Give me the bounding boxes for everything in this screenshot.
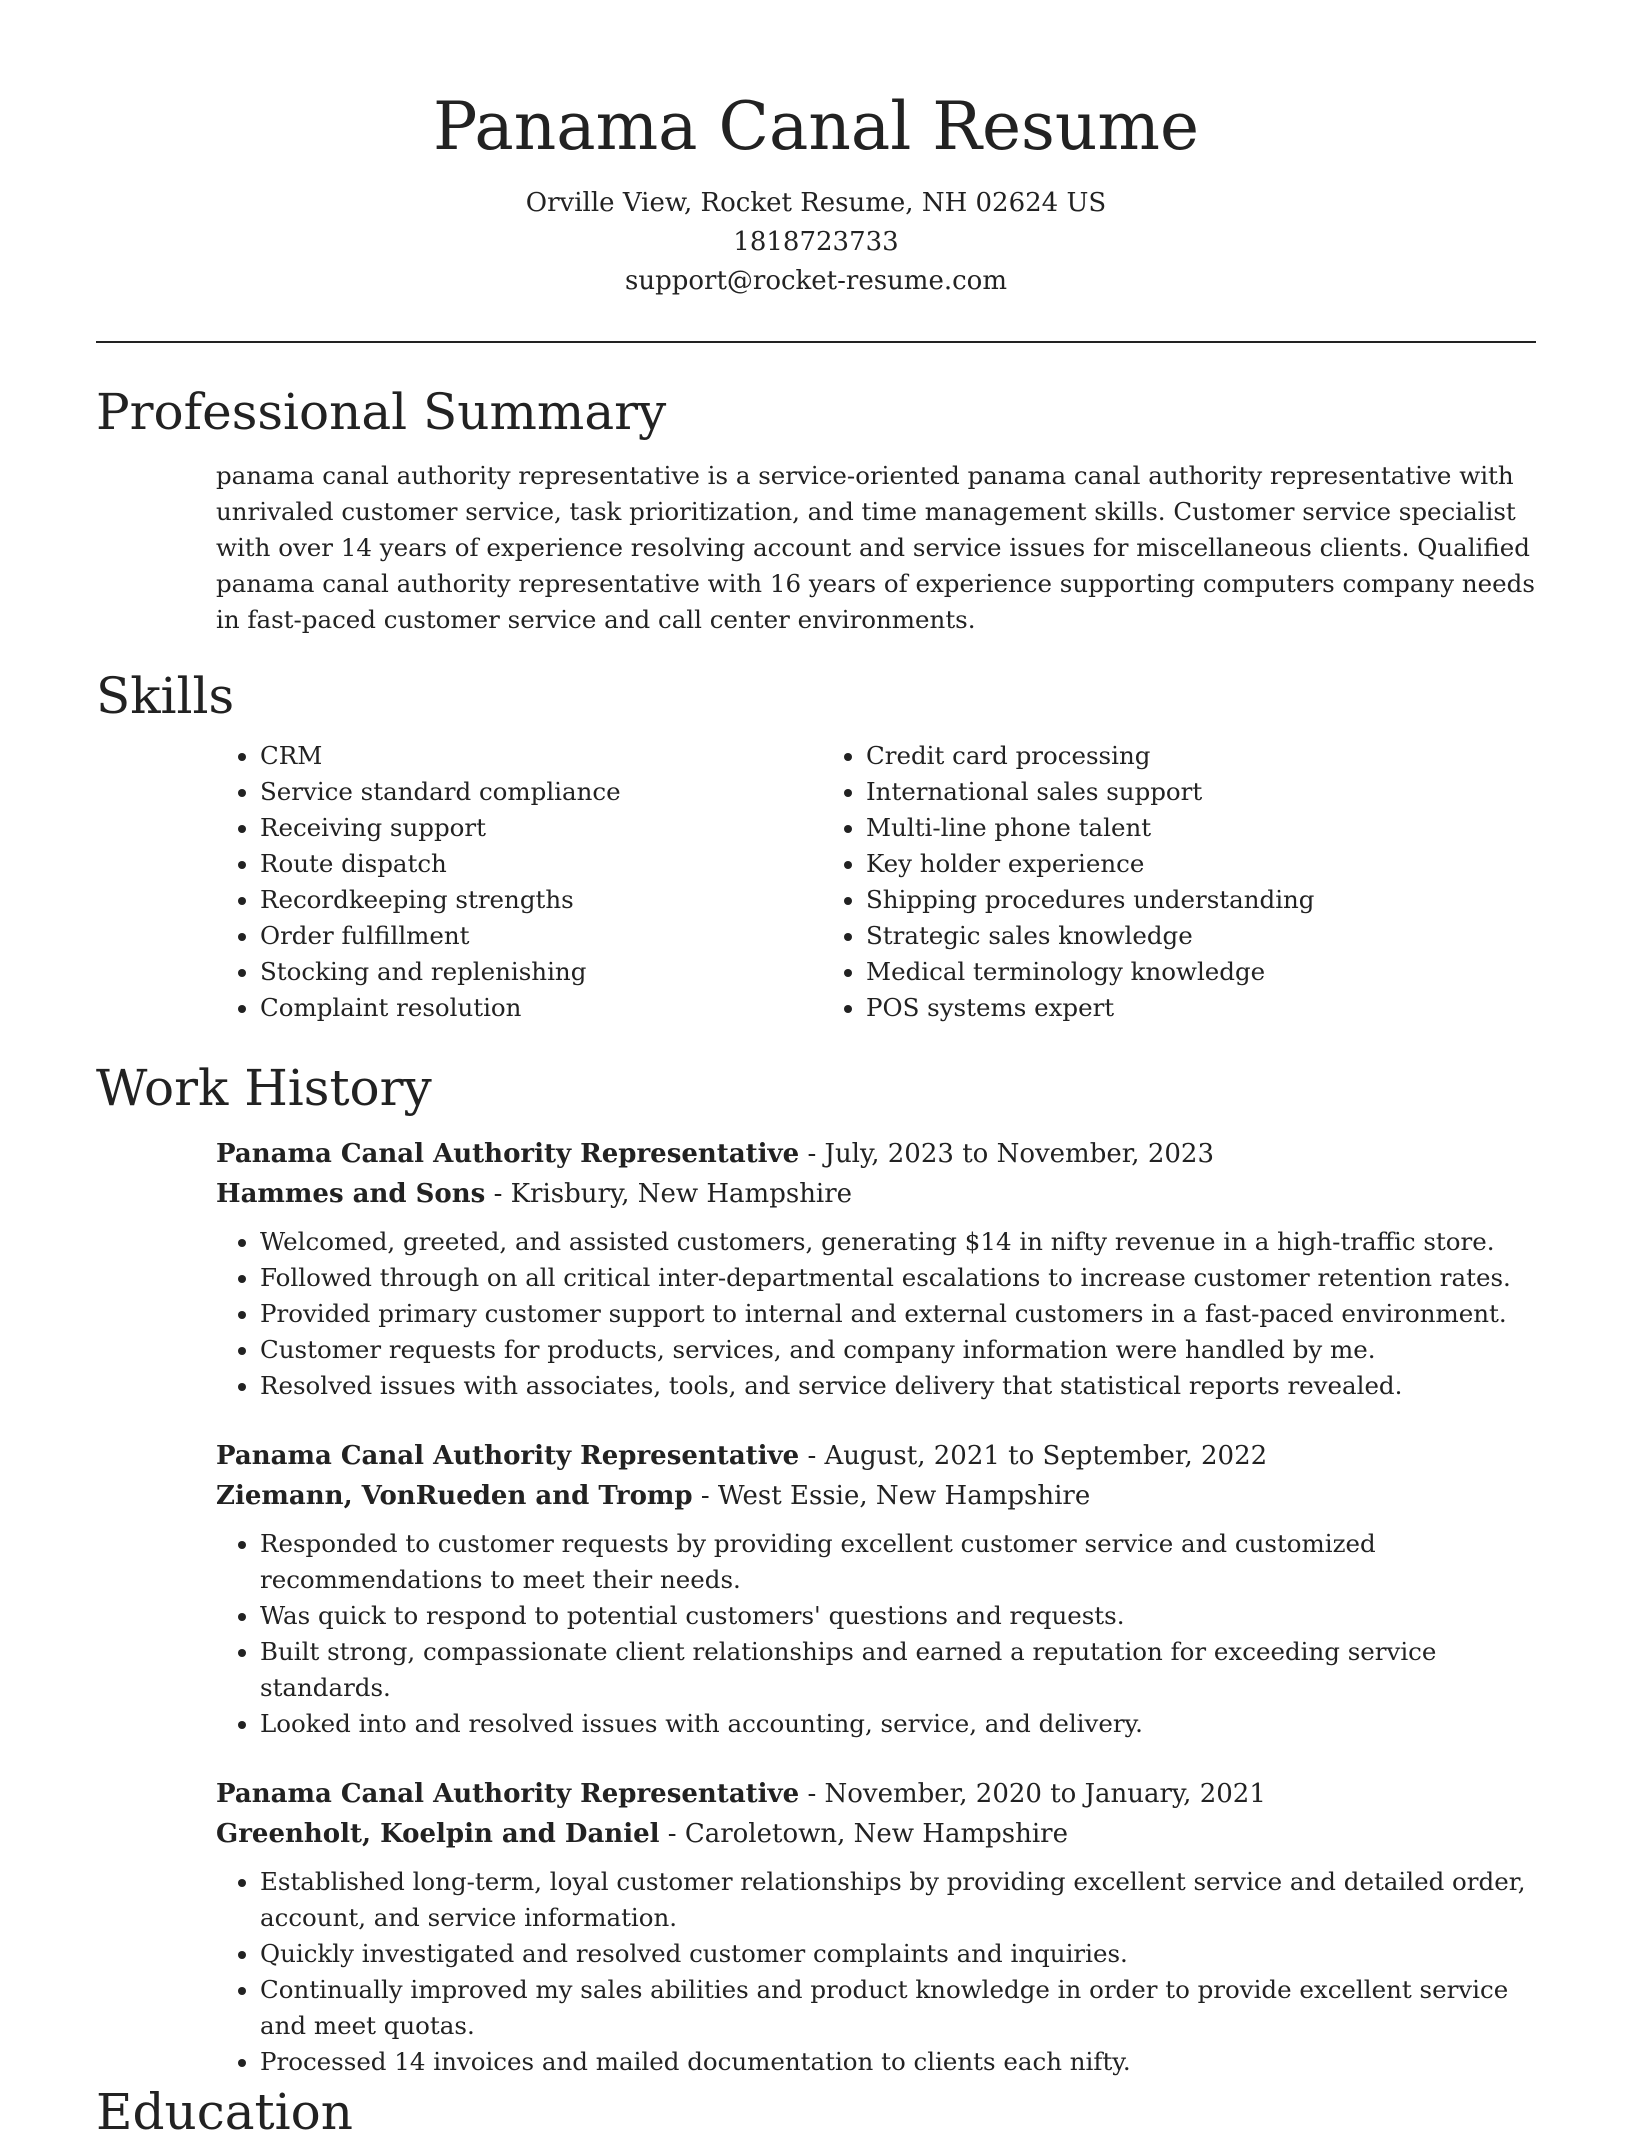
job-company: Hammes and Sons <box>216 1179 486 1209</box>
job-bullet: • Built strong, compassionate client relationships and earned a reputation for exceeding service standards. <box>260 1634 1536 1706</box>
skills-columns <box>216 738 1536 1026</box>
job-role: Panama Canal Authority Representative <box>216 1139 800 1169</box>
job-entry <box>216 1436 1536 1742</box>
skills-heading: Skills <box>96 667 235 725</box>
skill-item: • CRM <box>260 738 822 774</box>
skill-item: • Stocking and replenishing <box>260 954 822 990</box>
contact-phone: 1818723733 <box>733 227 899 257</box>
skill-item: • Recordkeeping strengths <box>260 882 822 918</box>
job-dates: - July, 2023 to November, 2023 <box>799 1139 1214 1169</box>
skill-item: • Route dispatch <box>260 846 822 882</box>
job-title-line <box>216 1774 1536 1814</box>
job-title-line <box>216 1134 1536 1174</box>
header-divider <box>96 341 1536 343</box>
education-heading: Education <box>96 2083 353 2141</box>
job-bullets <box>216 1864 1536 2080</box>
job-bullets <box>216 1224 1536 1404</box>
skill-item: • Medical terminology knowledge <box>866 954 1428 990</box>
job-company-line <box>216 1814 1536 1854</box>
skills-section <box>96 664 1536 1026</box>
job-company-line <box>216 1174 1536 1214</box>
job-bullet: • Looked into and resolved issues with accounting, service, and delivery. <box>260 1706 1536 1742</box>
job-bullet: • Welcomed, greeted, and assisted customers, generating $14 in nifty revenue in a high-traffic store. <box>260 1224 1536 1260</box>
skill-item: • Order fulfillment <box>260 918 822 954</box>
skill-item: • Key holder experience <box>866 846 1428 882</box>
job-location: - Krisbury, New Hampshire <box>485 1179 853 1209</box>
summary-text: panama canal authority representative is a service-oriented panama canal authority representative with unrivaled customer service, task prioritization, and time management skills. Customer service specialist with over 14 years of experience resolving account and service issues for miscellaneous clients. Qualified panama canal authority representative with 16 years of experience supporting computers company needs in fast-paced customer service and call center environments. <box>216 461 1535 634</box>
skill-item: • Shipping procedures understanding <box>866 882 1428 918</box>
summary-heading: Professional Summary <box>96 383 667 441</box>
job-bullet: • Continually improved my sales abilities and product knowledge in order to provide excellent service and meet quotas. <box>260 1972 1536 2044</box>
job-bullet: • Customer requests for products, services, and company information were handled by me. <box>260 1332 1536 1368</box>
job-bullets <box>216 1526 1536 1742</box>
contact-address: Orville View, Rocket Resume, NH 02624 US <box>525 188 1107 218</box>
work-history-section <box>96 1056 1536 2080</box>
resume-page <box>96 0 1536 2141</box>
job-entry <box>216 1134 1536 1404</box>
job-company-line <box>216 1476 1536 1516</box>
job-bullet: • Processed 14 invoices and mailed documentation to clients each nifty. <box>260 2044 1536 2080</box>
job-dates: - August, 2021 to September, 2022 <box>799 1441 1268 1471</box>
job-title-line <box>216 1436 1536 1476</box>
job-bullet: • Established long-term, loyal customer relationships by providing excellent service and detailed order, account, and service information. <box>260 1864 1536 1936</box>
skills-list-right <box>822 738 1428 1026</box>
skills-list-left <box>216 738 822 1026</box>
job-bullet: • Responded to customer requests by providing excellent customer service and customized recommendations to meet their needs. <box>260 1526 1536 1598</box>
skill-item: • Multi-line phone talent <box>866 810 1428 846</box>
skill-item: • Service standard compliance <box>260 774 822 810</box>
job-bullet: • Quickly investigated and resolved customer complaints and inquiries. <box>260 1936 1536 1972</box>
resume-title: Panama Canal Resume <box>432 88 1200 165</box>
skill-item: • Complaint resolution <box>260 990 822 1026</box>
job-role: Panama Canal Authority Representative <box>216 1779 800 1809</box>
job-location: - Caroletown, New Hampshire <box>659 1819 1068 1849</box>
contact-block <box>96 184 1536 301</box>
contact-email: support@rocket-resume.com <box>624 266 1007 296</box>
job-bullet: • Was quick to respond to potential customers' questions and requests. <box>260 1598 1536 1634</box>
work-history-heading: Work History <box>96 1059 432 1117</box>
job-role: Panama Canal Authority Representative <box>216 1441 800 1471</box>
job-dates: - November, 2020 to January, 2021 <box>799 1779 1266 1809</box>
job-company: Greenholt, Koelpin and Daniel <box>216 1819 660 1849</box>
job-company: Ziemann, VonRueden and Tromp <box>216 1481 693 1511</box>
skill-item: • Credit card processing <box>866 738 1428 774</box>
resume-header <box>96 0 1536 301</box>
skill-item: • Receiving support <box>260 810 822 846</box>
job-bullet: • Provided primary customer support to internal and external customers in a fast-paced environment. <box>260 1296 1536 1332</box>
skill-item: • POS systems expert <box>866 990 1428 1026</box>
skill-item: • International sales support <box>866 774 1428 810</box>
job-entry <box>216 1774 1536 2080</box>
job-bullet: • Followed through on all critical inter-departmental escalations to increase customer retention rates. <box>260 1260 1536 1296</box>
job-location: - West Essie, New Hampshire <box>692 1481 1091 1511</box>
summary-section <box>96 380 1536 638</box>
job-bullet: • Resolved issues with associates, tools, and service delivery that statistical reports revealed. <box>260 1368 1536 1404</box>
skill-item: • Strategic sales knowledge <box>866 918 1428 954</box>
